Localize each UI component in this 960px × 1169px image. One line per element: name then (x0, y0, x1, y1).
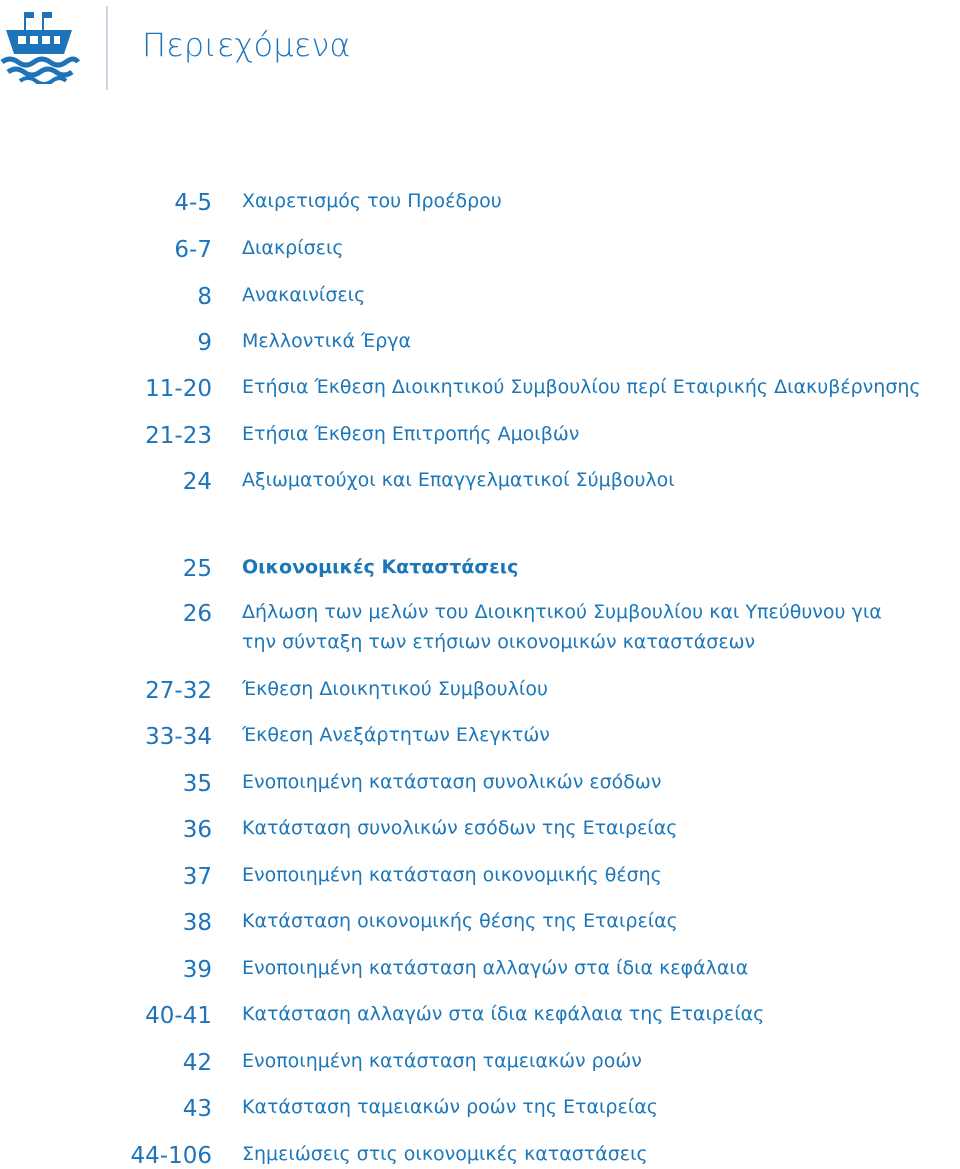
toc-page-number: 21-23 (145, 423, 212, 449)
toc-page-number: 33-34 (145, 724, 212, 750)
toc-entry-title: Χαιρετισμός του Προέδρου (242, 190, 502, 212)
toc-page-number: 25 (182, 556, 212, 582)
toc-entry-title: Ενοποιημένη κατάσταση αλλαγών στα ίδια κεφάλαια (242, 957, 749, 979)
toc-page-number: 44-106 (130, 1143, 212, 1169)
toc-entry-title: Ενοποιημένη κατάσταση συνολικών εσόδων (242, 771, 662, 793)
toc-entry-title: Σημειώσεις στις οικονομικές καταστάσεις (242, 1143, 648, 1165)
toc-entry-title: Έκθεση Ανεξάρτητων Ελεγκτών (242, 724, 550, 746)
toc-entry-title: Αξιωματούχοι και Επαγγελματικοί Σύμβουλοι (242, 469, 675, 491)
toc-entry-title: Κατάσταση ταμειακών ροών της Εταιρείας (242, 1096, 658, 1118)
toc-page-number: 27-32 (145, 678, 212, 704)
toc-page-number: 26 (182, 601, 212, 627)
toc-entry-title: Κατάσταση συνολικών εσόδων της Εταιρείας (242, 817, 678, 839)
toc-page-number: 40-41 (145, 1003, 212, 1029)
toc-page-number: 38 (182, 910, 212, 936)
toc-page-number: 9 (197, 330, 212, 356)
toc-page-number: 42 (182, 1050, 212, 1076)
page-title: Περιεχόμενα (142, 26, 351, 64)
toc-entry-title: Δήλωση των μελών του Διοικητικού Συμβουλίου και Υπεύθυνου για την σύνταξη των ετήσιων οικονομικών καταστάσεων (242, 601, 882, 653)
toc-entry-title: Μελλοντικά Έργα (242, 330, 412, 352)
toc-page-number: 39 (182, 957, 212, 983)
toc-page-number: 4-5 (174, 190, 212, 216)
toc-page-number: 24 (182, 469, 212, 495)
toc-entry-title: Διακρίσεις (242, 237, 344, 259)
toc-entry-title: Ενοποιημένη κατάσταση ταμειακών ροών (242, 1050, 642, 1072)
toc-page-number: 6-7 (174, 237, 212, 263)
toc-entry-title: Έκθεση Διοικητικού Συμβουλίου (242, 678, 548, 700)
toc-page-number: 36 (182, 817, 212, 843)
toc-page-number: 43 (182, 1096, 212, 1122)
toc-entry-title: Ετήσια Έκθεση Επιτροπής Αμοιβών (242, 423, 580, 445)
toc-entry-title: Ανακαινίσεις (242, 284, 366, 306)
toc-page-number: 35 (182, 771, 212, 797)
toc-page-number: 8 (197, 284, 212, 310)
toc-entry-title: Κατάσταση οικονομικής θέσης της Εταιρείας (242, 910, 678, 932)
toc-page-number: 11-20 (145, 376, 212, 402)
toc-entry-title: Ετήσια Έκθεση Διοικητικού Συμβουλίου περί Εταιρικής Διακυβέρνησης (242, 376, 921, 398)
toc-entry-title: Οικονομικές Καταστάσεις (242, 556, 519, 578)
toc-entry-title: Ενοποιημένη κατάσταση οικονομικής θέσης (242, 864, 662, 886)
toc-entry-title: Κατάσταση αλλαγών στα ίδια κεφάλαια της Εταιρείας (242, 1003, 765, 1025)
toc-page-number: 37 (182, 864, 212, 890)
